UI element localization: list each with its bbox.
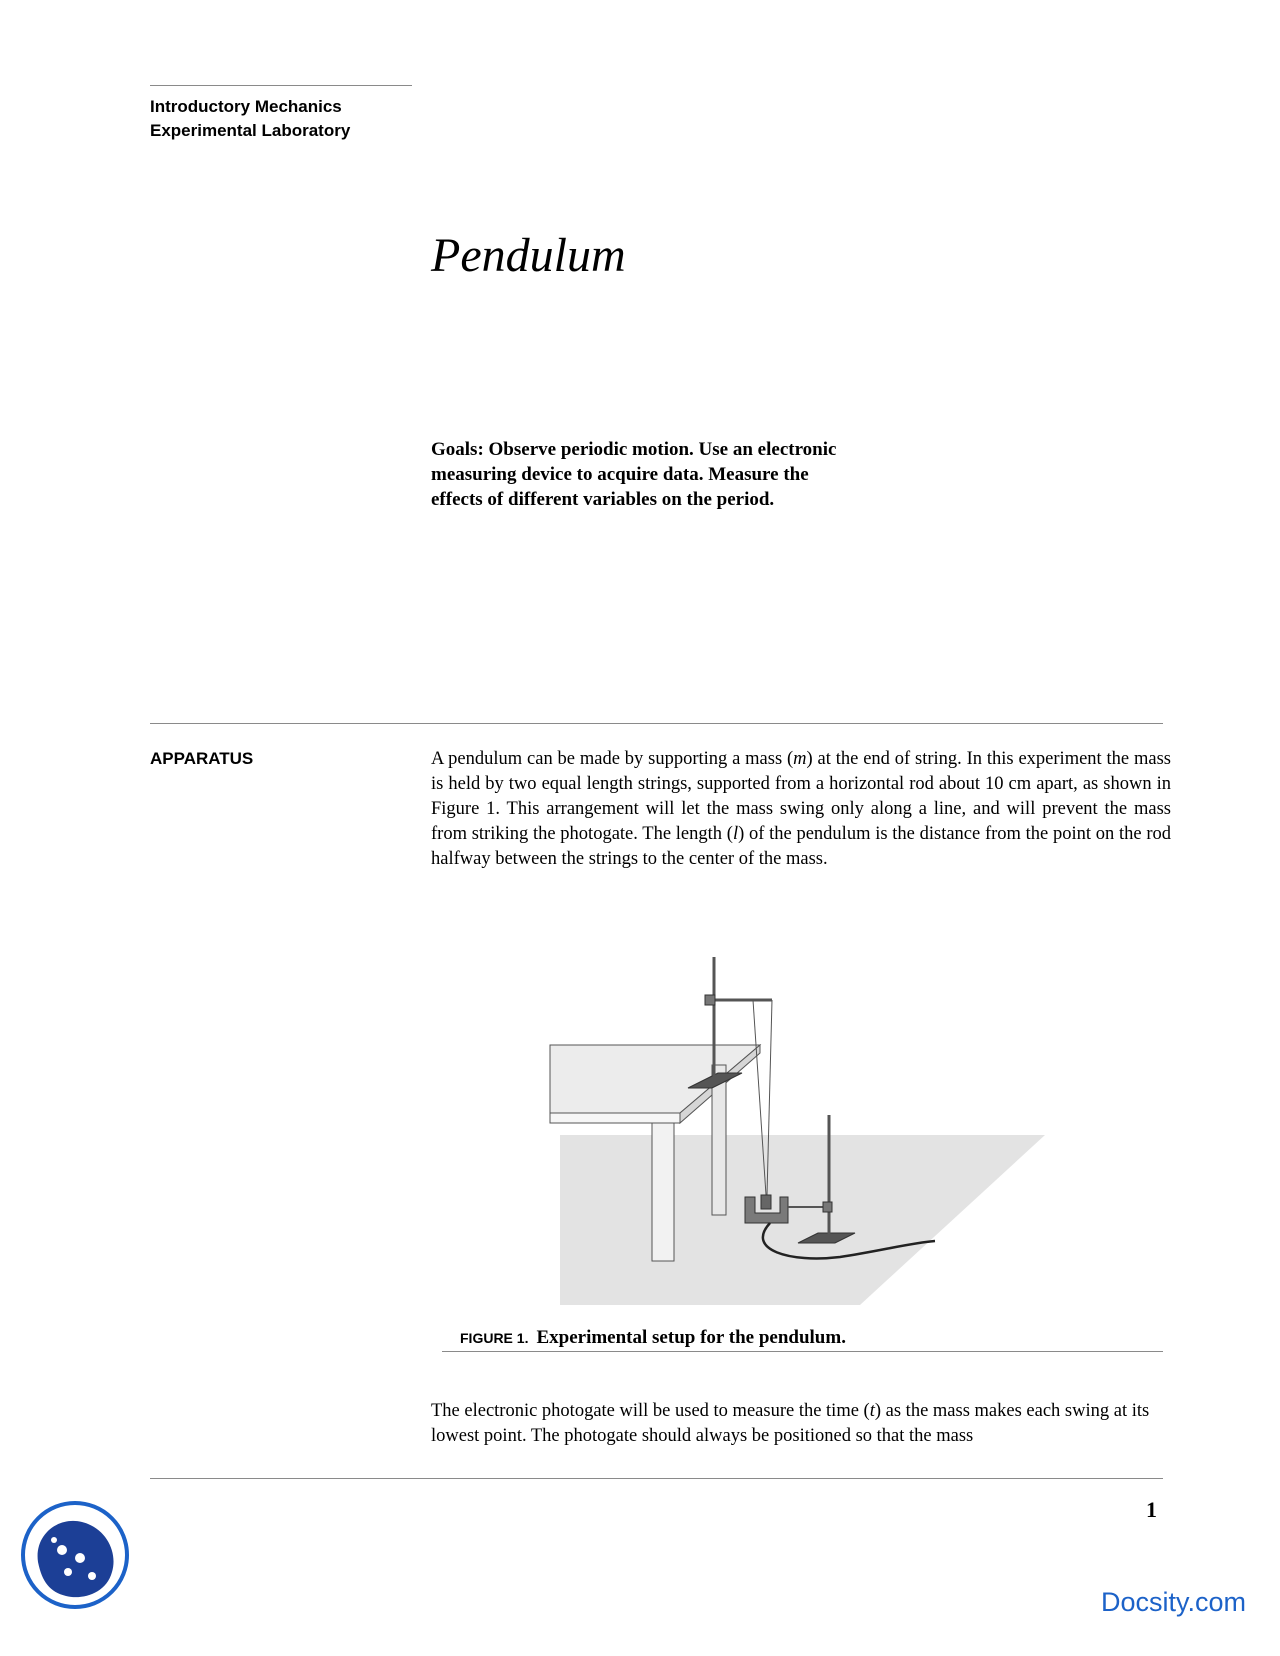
header-rule	[150, 85, 412, 86]
page-title: Pendulum	[431, 229, 626, 282]
clamp-lower	[823, 1202, 832, 1212]
header-line-1: Introductory Mechanics	[150, 97, 342, 116]
var-t: t	[869, 1401, 875, 1421]
photogate-paragraph	[431, 1399, 1171, 1449]
footer-rule	[150, 1478, 1163, 1479]
brand-link[interactable]: Docsity.com	[1101, 1587, 1247, 1617]
caption-rule	[442, 1351, 1163, 1352]
pendulum-setup-figure	[540, 945, 1050, 1310]
docsity-logo-icon	[20, 1500, 130, 1610]
table-leg-front	[652, 1123, 674, 1261]
figure-caption	[460, 1327, 846, 1349]
header-line-2: Experimental Laboratory	[150, 121, 351, 140]
var-m: m	[793, 749, 807, 769]
para-text: ) at the end of string. In this experiment the mass is held by two equal length strings, supported from a horizontal rod about 10 cm apart, as shown in Figure 1. This arrangement will let the mass swing only along a line, and will prevent the mass from striking the photogate. The length (	[431, 749, 1171, 844]
para-text: A pendulum can be made by supporting a mass (	[431, 749, 794, 769]
table-edge	[550, 1113, 680, 1123]
para-text: ) of the pendulum is the distance from the point on the rod halfway between the strings to the center of the mass.	[431, 824, 1172, 869]
para-text: The electronic photogate will be used to measure the time (	[431, 1401, 870, 1421]
figure-caption-text: Experimental setup for the pendulum.	[536, 1327, 846, 1348]
pendulum-mass	[761, 1195, 771, 1209]
section-label-apparatus: APPARATUS	[150, 749, 254, 768]
clamp-upper	[705, 995, 715, 1005]
para-text: ) as the mass makes each swing at its lowest point. The photogate should always be positioned so that the mass	[431, 1401, 1150, 1446]
page-number: 1	[1146, 1497, 1157, 1522]
apparatus-paragraph	[431, 747, 1171, 872]
goals-text: Goals: Observe periodic motion. Use an electronic measuring device to acquire data. Measure the effects of different variables on the period.	[431, 439, 837, 510]
var-l: l	[732, 824, 739, 844]
floor-area	[560, 1135, 1045, 1305]
course-header	[150, 95, 350, 143]
figure-number: FIGURE 1.	[460, 1330, 529, 1346]
section-rule	[150, 723, 1163, 724]
